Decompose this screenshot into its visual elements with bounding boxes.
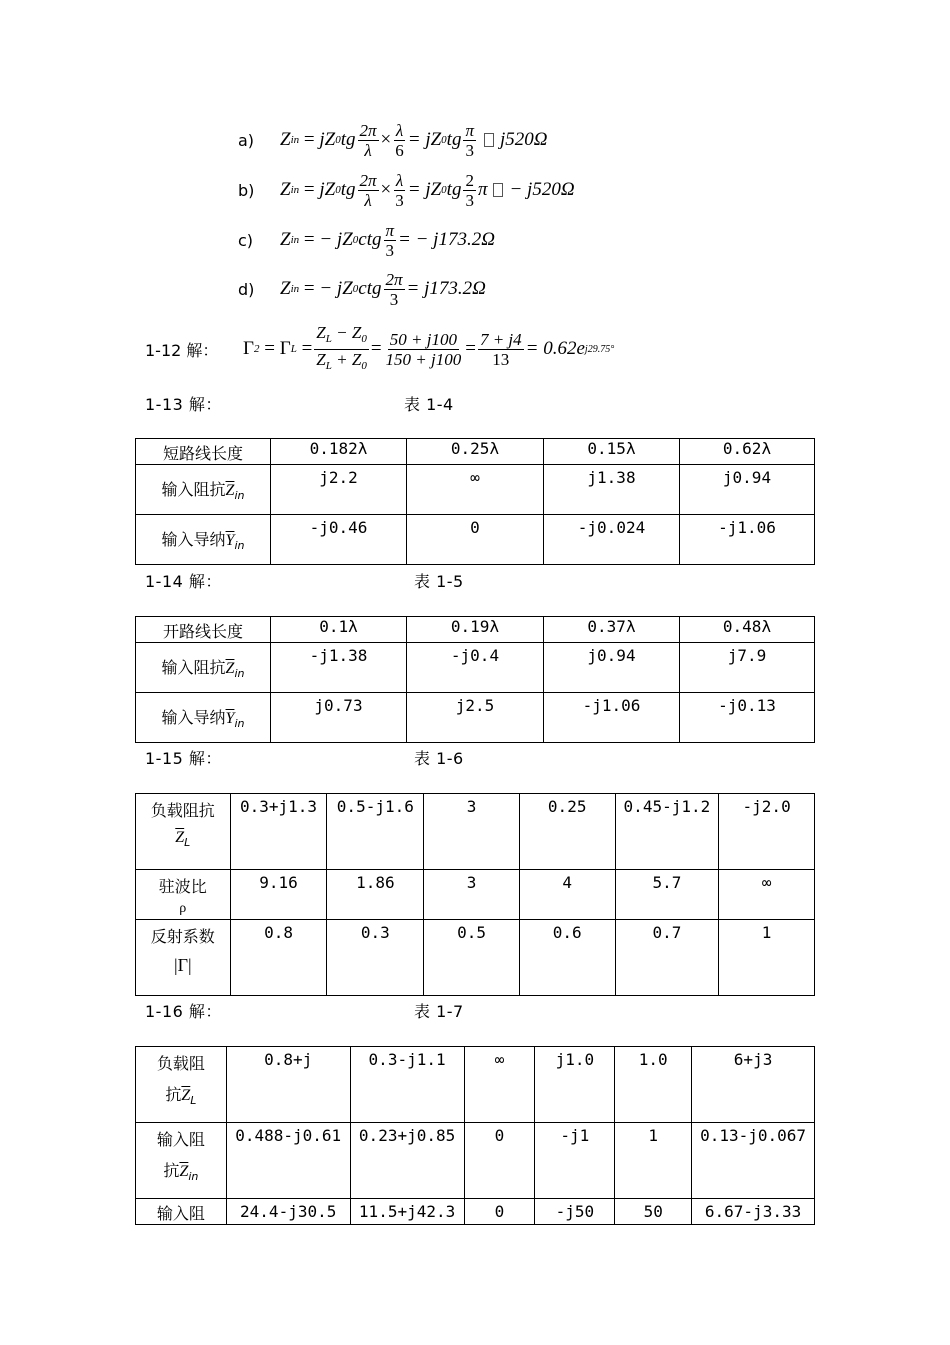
equation-label: b) xyxy=(238,180,255,200)
table-cell: j2.2 xyxy=(271,465,407,515)
equation-a xyxy=(238,120,548,160)
row-label: 反射系数 |Γ| xyxy=(136,920,231,996)
table-cell: 0.62λ xyxy=(680,439,815,465)
table-cell: 0.15λ xyxy=(544,439,680,465)
equation-b xyxy=(238,170,575,210)
table-cell: 1 xyxy=(615,1123,692,1199)
table-cell: 50 xyxy=(615,1199,692,1225)
problem-label: 1-15 解： xyxy=(145,749,222,768)
equation-c xyxy=(238,220,495,260)
table-cell: 0.19λ xyxy=(407,617,544,643)
equation-label: d) xyxy=(238,279,255,299)
row-label: 输入阻 抗$\overline{Z}_{in}$ xyxy=(136,1123,227,1199)
table-cell: 0.48λ xyxy=(680,617,815,643)
table-cell: 0.37λ xyxy=(544,617,680,643)
table-caption: 表 1-6 xyxy=(414,749,464,768)
equation-body: Z in = jZ 0 tg $\frac{2\pi}{\lambda}$ × $\frac{\lambda}{6}$ = jZ 0 tg $\frac{\pi}{3}$ j520Ω xyxy=(280,120,548,160)
row-label: 输入导纳$\overline{Y}_{in}$ xyxy=(136,515,271,565)
table-cell: 0.6 xyxy=(519,920,615,996)
table-cell: -j2.0 xyxy=(719,794,815,870)
table-cell: 0.45-j1.2 xyxy=(615,794,719,870)
table-cell: -j1.06 xyxy=(680,515,815,565)
equation-1-12 xyxy=(145,322,615,372)
table-1-7 xyxy=(135,1046,815,1225)
table-cell: 0.182λ xyxy=(271,439,407,465)
table-cell: 6.67-j3.33 xyxy=(692,1199,815,1225)
table-cell: 0.3+j1.3 xyxy=(230,794,327,870)
table-cell: j2.5 xyxy=(407,693,544,743)
table-cell: ∞ xyxy=(464,1047,535,1123)
table-caption: 表 1-7 xyxy=(414,1002,464,1021)
table-caption: 表 1-5 xyxy=(414,572,464,591)
table-cell: 0 xyxy=(464,1123,535,1199)
table-cell: 0.3-j1.1 xyxy=(350,1047,464,1123)
problem-label: 1-13 解： xyxy=(145,395,222,414)
table-cell: 0.5 xyxy=(424,920,520,996)
row-label: 输入阻抗$\overline{Z}_{in}$ xyxy=(136,643,271,693)
row-label: 输入导纳$\overline{Y}_{in}$ xyxy=(136,693,271,743)
table-cell: 0.7 xyxy=(615,920,719,996)
table-cell: 11.5+j42.3 xyxy=(350,1199,464,1225)
table-cell: -j1.06 xyxy=(544,693,680,743)
table-cell: 0.23+j0.85 xyxy=(350,1123,464,1199)
table-cell: ∞ xyxy=(719,870,815,920)
row-label: 输入阻抗$\overline{Z}_{in}$ xyxy=(136,465,271,515)
table-cell: 0.13-j0.067 xyxy=(692,1123,815,1199)
row-label: 负载阻 抗$\overline{Z}_L$ xyxy=(136,1047,227,1123)
table-cell: 1 xyxy=(719,920,815,996)
equation-label: a) xyxy=(238,130,255,150)
problem-label: 1-14 解： xyxy=(145,572,222,591)
table-cell: 0.5-j1.6 xyxy=(327,794,424,870)
table-cell: 0.488-j0.61 xyxy=(226,1123,350,1199)
row-label: 负载阻抗 $\overline{Z}_L$ xyxy=(136,794,231,870)
table-cell: 1.0 xyxy=(615,1047,692,1123)
table-cell: 24.4-j30.5 xyxy=(226,1199,350,1225)
table-cell: 0.8+j xyxy=(226,1047,350,1123)
table-cell: 5.7 xyxy=(615,870,719,920)
table-cell: 0.25λ xyxy=(407,439,544,465)
table-header: 短路线长度 xyxy=(136,439,271,465)
unknown-glyph-box xyxy=(493,183,503,197)
table-cell: 9.16 xyxy=(230,870,327,920)
unknown-glyph-box xyxy=(484,133,494,147)
equation-body: Z in = jZ 0 tg $\frac{2\pi}{\lambda}$ × $\frac{\lambda}{3}$ = jZ 0 tg $\frac{2}{3}$ π − j520Ω xyxy=(280,170,575,210)
table-cell: j0.73 xyxy=(271,693,407,743)
table-1-5 xyxy=(135,616,815,743)
table-cell: -j0.024 xyxy=(544,515,680,565)
table-cell: -j1 xyxy=(535,1123,615,1199)
equation-d xyxy=(238,269,486,309)
row-label: 驻波比 ρ xyxy=(136,870,231,920)
table-caption: 表 1-4 xyxy=(404,395,454,414)
equation-body: Γ 2 = Γ L = $\frac{Z_L - Z_0}{Z_L + Z_0}$ = $\frac{50 + j100}{150 + j100}$ = $\frac{7 + j4}{13}$ = 0.62e j29.75° xyxy=(243,322,615,372)
table-cell: 0 xyxy=(407,515,544,565)
table-cell: 4 xyxy=(519,870,615,920)
table-1-6 xyxy=(135,793,815,996)
table-cell: -j0.4 xyxy=(407,643,544,693)
table-cell: 3 xyxy=(424,794,520,870)
table-cell: j0.94 xyxy=(680,465,815,515)
table-cell: 1.86 xyxy=(327,870,424,920)
table-cell: 0.8 xyxy=(230,920,327,996)
problem-label: 1-16 解： xyxy=(145,1002,222,1021)
problem-label: 1-12 解： xyxy=(145,340,219,360)
table-1-4 xyxy=(135,438,815,565)
row-label: 输入阻 xyxy=(136,1199,227,1225)
equation-label: c) xyxy=(238,230,254,250)
table-cell: 0.3 xyxy=(327,920,424,996)
table-cell: j1.38 xyxy=(544,465,680,515)
table-cell: -j0.46 xyxy=(271,515,407,565)
table-cell: j1.0 xyxy=(535,1047,615,1123)
table-cell: -j0.13 xyxy=(680,693,815,743)
table-cell: 0 xyxy=(464,1199,535,1225)
table-cell: 3 xyxy=(424,870,520,920)
table-cell: j7.9 xyxy=(680,643,815,693)
table-cell: -j50 xyxy=(535,1199,615,1225)
table-cell: 0.25 xyxy=(519,794,615,870)
table-header: 开路线长度 xyxy=(136,617,271,643)
equation-body: Z in = − jZ 0 ctg $\frac{\pi}{3}$ = − j173.2Ω xyxy=(280,220,495,260)
table-cell: -j1.38 xyxy=(271,643,407,693)
equation-body: Z in = − jZ 0 ctg $\frac{2\pi}{3}$ = j173.2Ω xyxy=(280,269,486,309)
table-cell: 6+j3 xyxy=(692,1047,815,1123)
table-cell: ∞ xyxy=(407,465,544,515)
table-cell: j0.94 xyxy=(544,643,680,693)
table-cell: 0.1λ xyxy=(271,617,407,643)
